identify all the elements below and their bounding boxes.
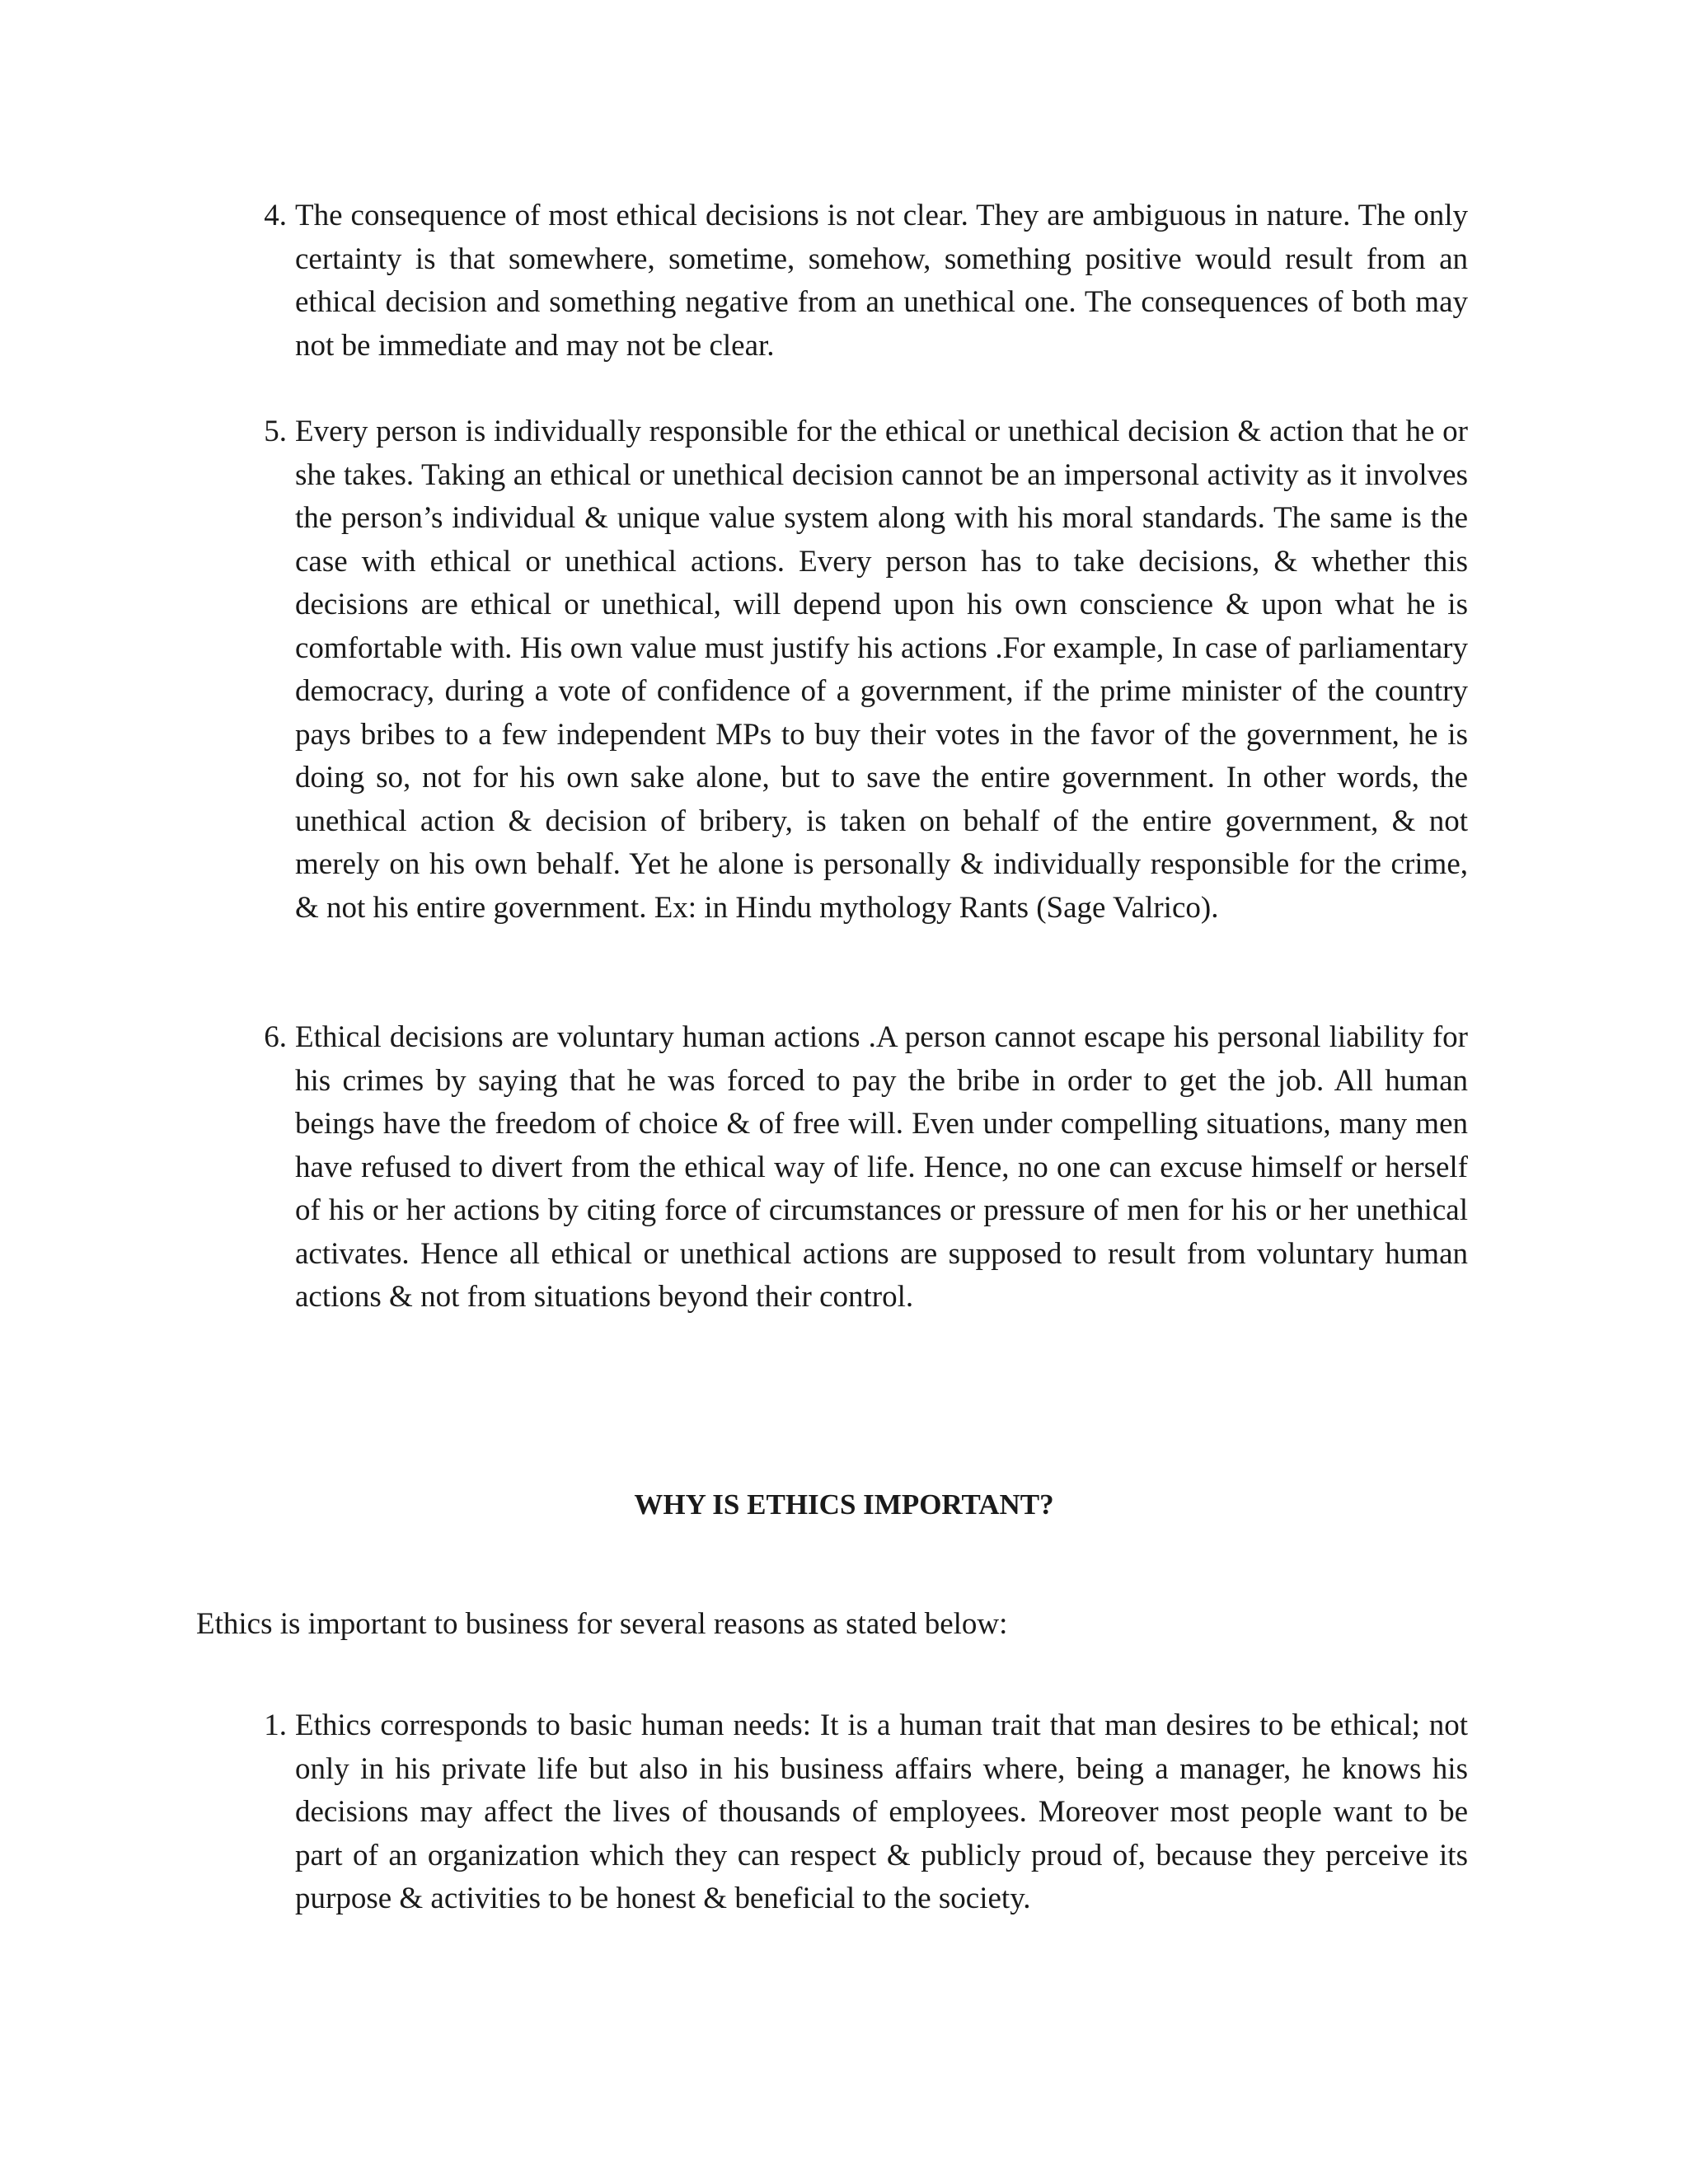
list-item-number: 5. <box>264 415 287 448</box>
list-item-text: Ethical decisions are voluntary human actions .A person cannot escape his personal liability for his crimes by saying that he was forced to pay the bribe in order to get the job. All human beings have the freedom of choice & of free will. Even under compelling situations, many men have refused to divert from the ethical way of life. Hence, no one can excuse himself or herself of his or her actions by citing force of circumstances or pressure of men for his or her unethical activates. Hence all ethical or unethical actions are supposed to result from voluntary human actions & not from situations beyond their control. <box>295 1020 1468 1314</box>
list-item-5 <box>246 410 1468 930</box>
section-heading: WHY IS ETHICS IMPORTANT? <box>634 1488 1054 1521</box>
list-item-4 <box>246 194 1468 368</box>
list-item-number: 6. <box>264 1020 287 1054</box>
list-item-6 <box>246 1016 1468 1319</box>
intro-paragraph: Ethics is important to business for several reasons as stated below: <box>196 1607 1008 1641</box>
list-item-number: 1. <box>264 1708 287 1742</box>
list-item-1 <box>246 1704 1468 1921</box>
list-item-text: Ethics corresponds to basic human needs: It is a human trait that man desires to be ethical; not only in his private life but also in his business affairs where, being a manager, he knows his decisions may affect the lives of thousands of employees. Moreover most people want to be part of an organization which they can respect & publicly proud of, because they perceive its purpose & activities to be honest & beneficial to the society. <box>295 1708 1468 1915</box>
list-item-number: 4. <box>264 199 287 232</box>
list-item-text: The consequence of most ethical decisions is not clear. They are ambiguous in nature. The only certainty is that somewhere, sometime, somehow, something positive would result from an ethical decision and something negative from an unethical one. The consequences of both may not be immediate and may not be clear. <box>295 199 1468 363</box>
list-item-text: Every person is individually responsible for the ethical or unethical decision & action that he or she takes. Taking an ethical or unethical decision cannot be an impersonal activity as it involves the person’s individual & unique value system along with his moral standards. The same is the case with ethical or unethical actions. Every person has to take decisions, & whether this decisions are ethical or unethical, will depend upon his own conscience & upon what he is comfortable with. His own value must justify his actions .For example, In case of parliamentary democracy, during a vote of confidence of a government, if the prime minister of the country pays bribes to a few independent MPs to buy their votes in the favor of the government, he is doing so, not for his own sake alone, but to save the entire government. In other words, the unethical action & decision of bribery, is taken on behalf of the entire government, & not merely on his own behalf. Yet he alone is personally & individually responsible for the crime, & not his entire government. Ex: in Hindu mythology Rants (Sage Valrico). <box>295 415 1468 925</box>
